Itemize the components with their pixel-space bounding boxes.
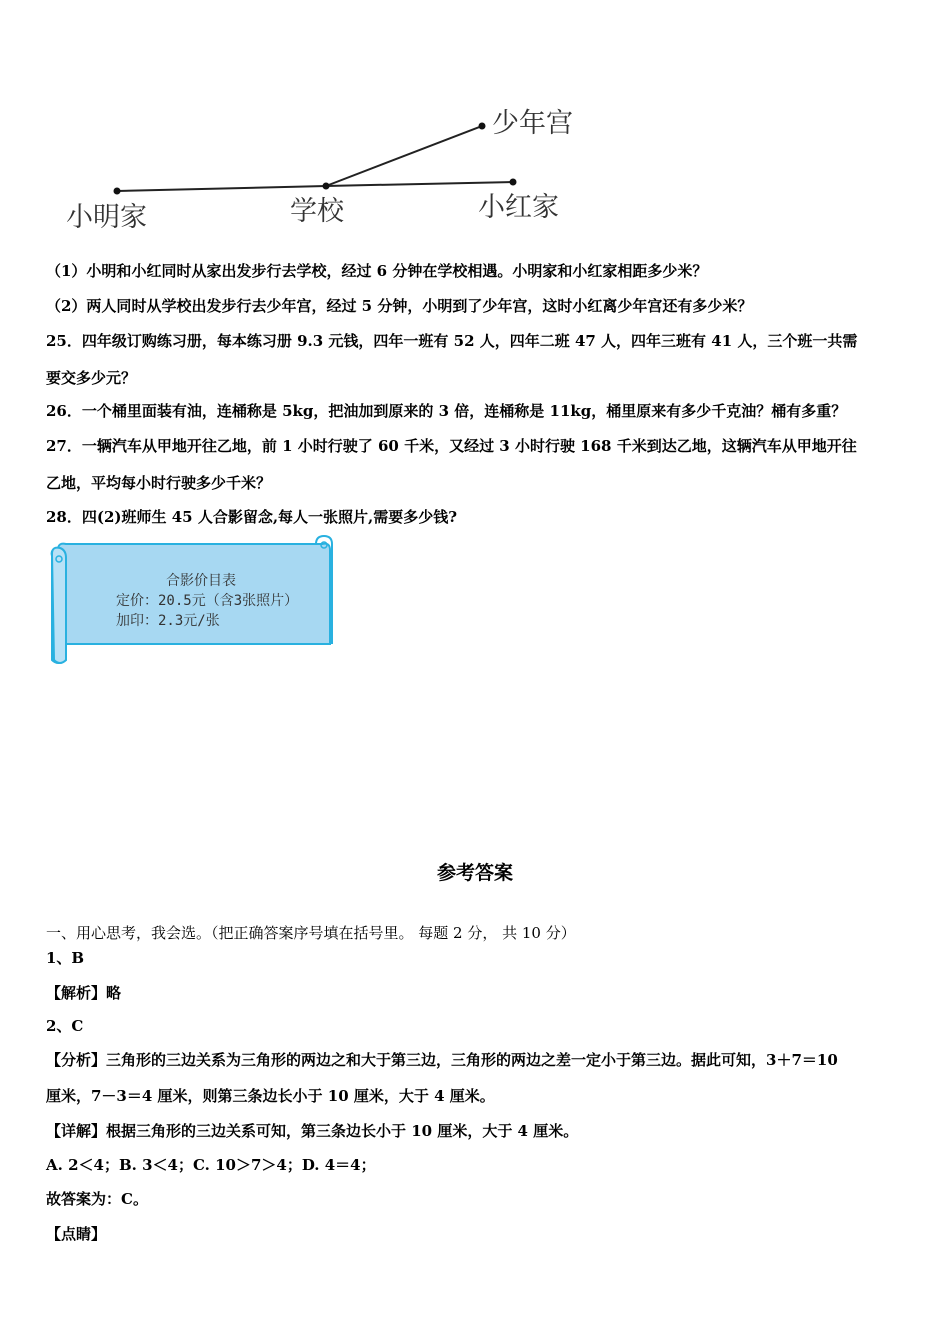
route-diagram: [46, 96, 594, 234]
price-card: [46, 532, 338, 668]
question-24-2: （2）两人同时从学校出发步行去少年宫，经过 5 分钟，小明到了少年宫，这时小红离少年宫还有多少米？: [46, 297, 753, 315]
fenxi-text: 三角形的三边关系为三角形的两边之和大于第三边，三角形的两边之差一定小于第三边。据此可知，3＋7＝10: [106, 1051, 838, 1069]
answer-2-conclusion: 故答案为：C。: [46, 1190, 148, 1208]
answer-2-fenxi-line1: [46, 1049, 838, 1070]
price-card-line1: 定价：20.5元（含3张照片）: [116, 593, 299, 609]
question-26: 26．一个桶里面装有油，连桶称是 5kg，把油加到原来的 3 倍，连桶称是 11kg，桶里原来有多少千克油？桶有多重？: [46, 402, 847, 420]
price-card-title: 合影价目表: [166, 573, 236, 589]
label-xiaoming-home: 小明家: [66, 202, 147, 233]
school-point: [323, 183, 330, 190]
fenxi-tag: 【分析】: [46, 1051, 107, 1069]
xiaohong-home-point: [510, 179, 517, 186]
question-25-line1: 25．四年级订购练习册，每本练习册 9.3 元钱，四年一班有 52 人，四年二班 47 人，四年三班有 41 人，三个班一共需: [46, 332, 858, 350]
answer-2-fenxi-line2: 厘米，7－3＝4 厘米，则第三条边长小于 10 厘米，大于 4 厘米。: [46, 1087, 495, 1105]
road-to-palace: [326, 126, 482, 186]
youth-palace-point: [479, 123, 486, 130]
scroll-left-roll: [52, 548, 66, 663]
analysis-tag: 【解析】: [46, 984, 107, 1002]
question-27-line2: 乙地，平均每小时行驶多少千米？: [46, 474, 272, 492]
road-line: [326, 182, 513, 186]
answer-2: 2、C: [46, 1017, 84, 1035]
analysis-text: 略: [106, 984, 122, 1002]
label-youth-palace: 少年宫: [492, 108, 573, 139]
price-card-line2: 加印：2.3元/张: [116, 613, 220, 629]
xiaoming-home-point: [114, 188, 121, 195]
road-line: [117, 186, 326, 191]
answer-1-analysis: [46, 982, 121, 1003]
xiangjie-tag: 【详解】: [46, 1122, 107, 1140]
question-24-1: （1）小明和小红同时从家出发步行去学校，经过 6 分钟在学校相遇。小明家和小红家相距多少米？: [46, 262, 708, 280]
answers-section-1: 一、用心思考，我会选。（把正确答案序号填在括号里。 每题 2 分， 共 10 分）: [46, 924, 576, 942]
label-school: 学校: [290, 196, 344, 227]
question-25-line2: 要交多少元？: [46, 369, 137, 387]
answer-2-dianjing: 【点睛】: [46, 1225, 107, 1243]
answer-1: 1、B: [46, 949, 85, 967]
answer-2-options: A. 2＜4；B. 3＜4；C. 10＞7＞4；D. 4＝4；: [46, 1156, 376, 1174]
label-xiaohong-home: 小红家: [478, 192, 559, 223]
answers-title: 参考答案: [436, 862, 513, 884]
question-28: 28．四(2)班师生 45 人合影留念,每人一张照片,需要多少钱?: [46, 508, 458, 526]
question-27-line1: 27．一辆汽车从甲地开往乙地，前 1 小时行驶了 60 千米，又经过 3 小时行驶 168 千米到达乙地，这辆汽车从甲地开往: [46, 437, 857, 455]
answer-2-xiangjie: [46, 1120, 578, 1141]
xiangjie-text: 根据三角形的三边关系可知，第三条边长小于 10 厘米，大于 4 厘米。: [106, 1122, 579, 1140]
